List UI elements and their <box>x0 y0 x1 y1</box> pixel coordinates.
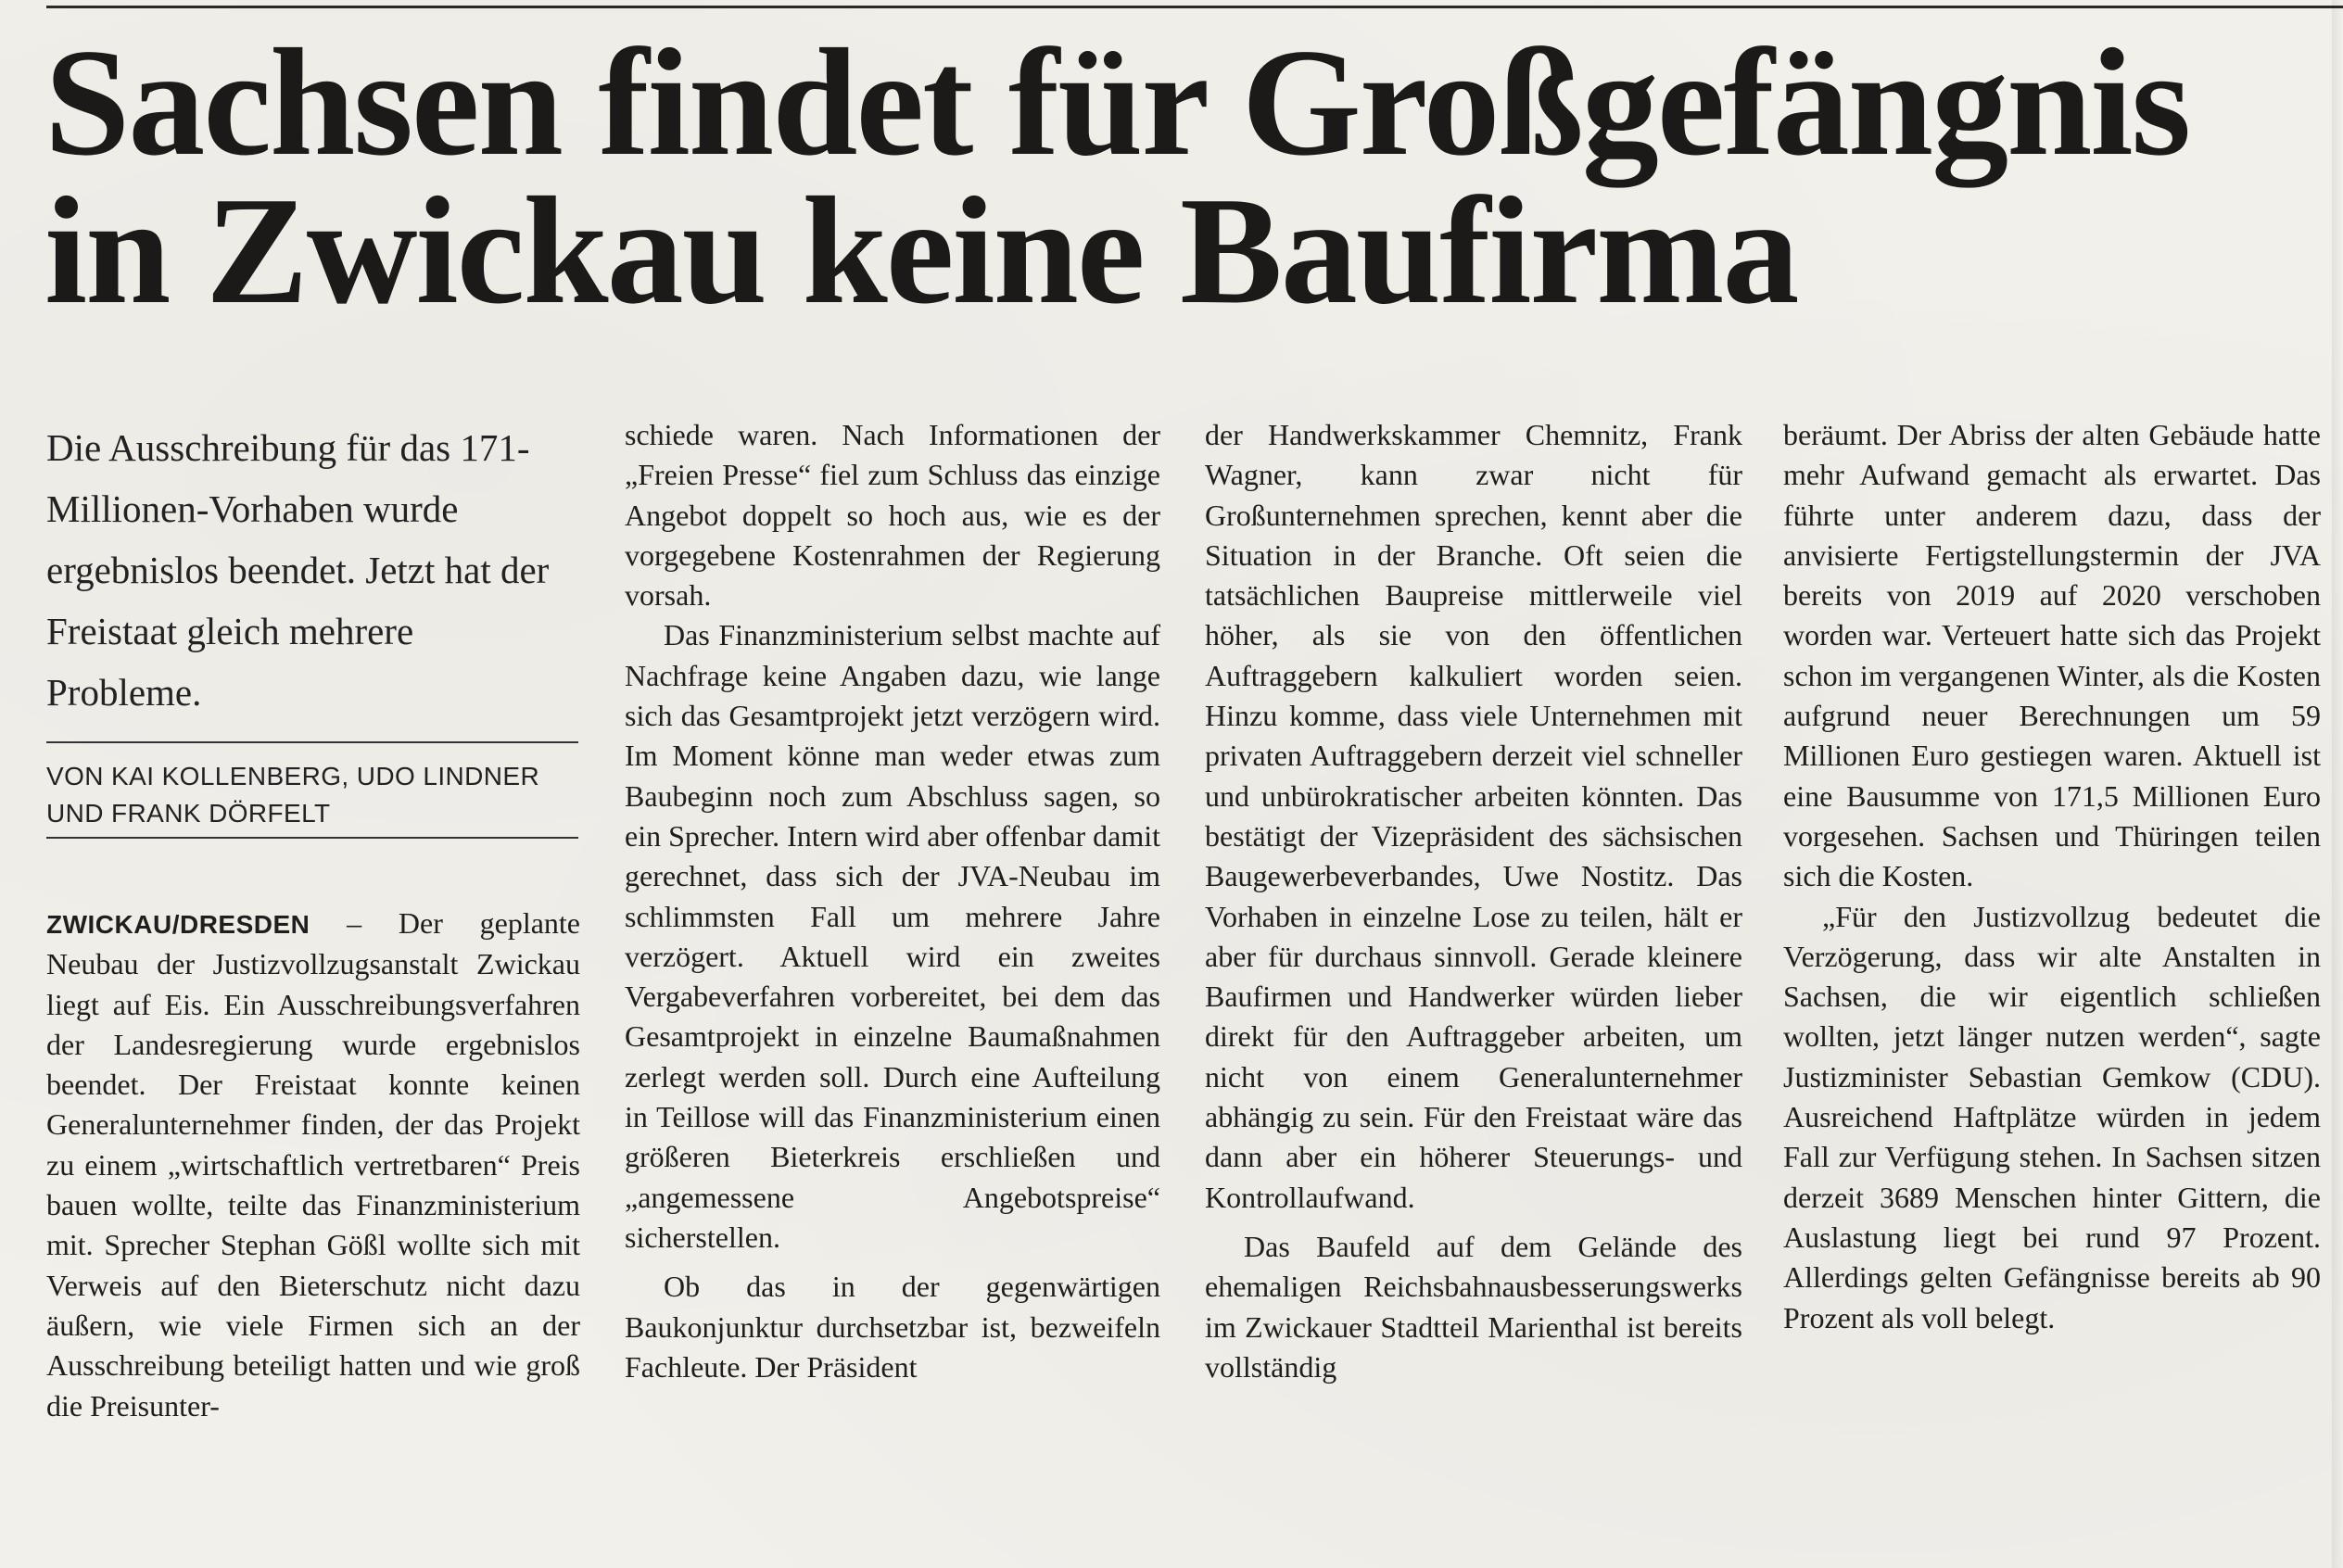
dateline: ZWICKAU/DRESDEN <box>46 910 310 939</box>
headline <box>44 17 2306 335</box>
column-2 <box>625 415 1160 1387</box>
body-paragraph: beräumt. Der Abriss der alten Gebäude hatte mehr Aufwand gemacht als erwartet. Das führte unter anderem dazu, dass der anvisierte Fertigstellungstermin der JVA bereits von 2019 auf 2020 verschoben worden war. Verteuert hatte sich das Projekt schon im vergangenen Winter, als die Kosten aufgrund neuer Berechnungen um 59 Millionen Euro gestiegen waren. Aktuell ist eine Bausumme von 171,5 Millionen Euro vorgesehen. Sachsen und Thüringen teilen sich die Kosten. <box>1783 418 2321 893</box>
body-paragraph: Das Baufeld auf dem Gelände des ehemaligen Reichsbahnausbesserungswerks im Zwickauer Stadtteil Marienthal ist bereits vollständig <box>1205 1229 1742 1384</box>
page-edge <box>2332 0 2343 1568</box>
divider <box>46 741 578 743</box>
body-paragraph: Das Finanzministerium selbst machte auf Nachfrage keine Angaben dazu, wie lange sich das Gesamtprojekt jetzt verzögern wird. Im Moment könne man weder etwas zum Baubeginn noch zum Abschluss sagen, so ein Sprecher. Intern wird aber offenbar damit gerechnet, dass sich der JVA-Neubau im schlimmsten Fall um mehrere Jahre verzögert. Aktuell wird ein zweites Vergabeverfahren vorbereitet, bei dem das Gesamtprojekt in einzelne Baumaßnahmen zerlegt werden soll. Durch eine Aufteilung in Teillose will das Finanzministerium einen größeren Bieterkreis erschließen und „angemessene Angebotspreise“ sicherstellen. <box>625 618 1160 1254</box>
top-rule <box>46 6 2343 8</box>
byline: VON KAI KOLLENBERG, UDO LINDNER UND FRANK DÖRFELT <box>46 762 540 828</box>
column-1 <box>46 904 580 1426</box>
body-paragraph: der Handwerkskammer Chemnitz, Frank Wagner, kann zwar nicht für Großunternehmen sprechen, kennt aber die Situation in der Branche. Oft seien die tatsächlichen Baupreise mittlerweile viel höher, als sie von den öffentlichen Auftraggebern kalkuliert worden seien. Hinzu komme, dass viele Unternehmen mit privaten Auftraggebern derzeit viel schneller und unbürokratischer arbeiten könnten. Das bestätigt der Vizepräsident des sächsischen Baugewerbeverbandes, Uwe Nostitz. Das Vorhaben in einzelne Lose zu teilen, hält er aber für durchaus sinnvoll. Gerade kleinere Baufirmen und Handwerker würden lieber direkt für den Auftraggeber arbeiten, um nicht von einem Generalunternehmer abhängig zu sein. Für den Freistaat wäre das dann aber ein höherer Steuerungs- und Kontrollaufwand. <box>1205 418 1742 1214</box>
body-paragraph: Ob das in der gegenwärtigen Baukonjunktur durchsetzbar ist, bezweifeln Fachleute. Der Präsident <box>625 1270 1160 1384</box>
headline-line-1: Sachsen findet für Großgefängnis <box>44 17 2190 187</box>
body-text: – Der geplante Neubau der Justizvollzugsanstalt Zwickau liegt auf Eis. Ein Ausschreibungsverfahren der Landesregierung wurde ergebnislos beendet. Der Freistaat konnte keinen Generalunternehmer finden, der das Projekt zu einem „wirtschaftlich vertretbaren“ Preis bauen wollte, teilte das Finanzministerium mit. Sprecher Stephan Gößl wollte sich mit Verweis auf den Bieterschutz nicht dazu äußern, wie viele Firmen sich an der Ausschreibung beteiligt hatten und wie groß die Preisunter- <box>46 906 580 1423</box>
divider <box>46 837 578 839</box>
body-paragraph <box>46 904 580 1426</box>
lead-paragraph: Die Ausschreibung für das 171-Millionen-Vorhaben wurde ergebnislos beendet. Jetzt hat der Freistaat gleich mehrere Probleme. <box>46 426 550 714</box>
body-paragraph: „Für den Justizvollzug bedeutet die Verzögerung, dass wir alte Anstalten in Sachsen, die wir eigentlich schließen wollten, jetzt länger nutzen werden“, sagte Justizminister Sebastian Gemkow (CDU). Ausreichend Haftplätze würden in jedem Fall zur Verfügung stehen. In Sachsen sitzen derzeit 3689 Menschen hinter Gittern, die Auslastung liegt bei rund 97 Prozent. Allerdings gelten Gefängnisse bereits ab 90 Prozent als voll belegt. <box>1783 899 2321 1334</box>
headline-line-2: in Zwickau keine Baufirma <box>44 165 1798 335</box>
column-3 <box>1205 415 1742 1387</box>
body-paragraph: schiede waren. Nach Informationen der „Freien Presse“ fiel zum Schluss das einzige Angebot doppelt so hoch aus, wie es der vorgegebene Kostenrahmen der Regierung vorsah. <box>625 418 1160 613</box>
column-4 <box>1783 415 2321 1338</box>
